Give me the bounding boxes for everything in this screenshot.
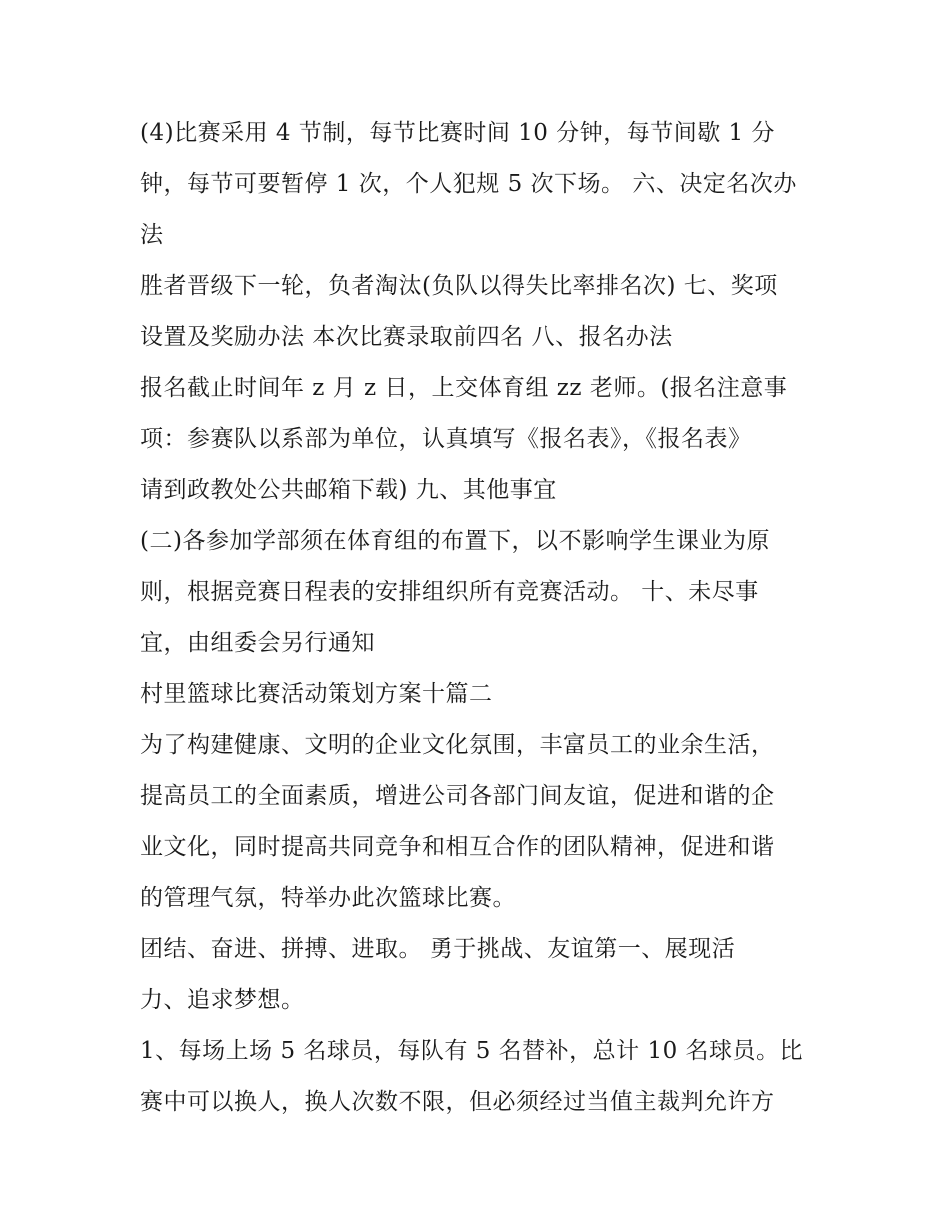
text-line: 请到政教处公共邮箱下载) 九、其他事宜	[140, 477, 557, 503]
text-line: 法	[140, 222, 164, 248]
text-line: 的管理气氛，特举办此次篮球比赛。	[140, 885, 516, 911]
text-line: (4)比赛采用 4 节制，每节比赛时间 10 分钟，每节间歇 1 分	[140, 120, 775, 146]
text-line: 力、追求梦想。	[140, 987, 305, 1013]
text-line: 1、每场上场 5 名球员，每队有 5 名替补，总计 10 名球员。比	[140, 1038, 804, 1064]
text-line: 业文化，同时提高共同竞争和相互合作的团队精神，促进和谐	[140, 834, 775, 860]
document-body	[140, 108, 820, 1128]
text-line: 项：参赛队以系部为单位，认真填写《报名表》，《报名表》	[140, 426, 752, 452]
text-line: 胜者晋级下一轮，负者淘汰(负队以得失比率排名次) 七、奖项	[140, 273, 778, 299]
text-line: 提高员工的全面素质，增进公司各部门间友谊，促进和谐的企	[140, 783, 775, 809]
text-line: 设置及奖励办法 本次比赛录取前四名 八、报名办法	[140, 324, 673, 350]
section-heading: 村里篮球比赛活动策划方案十篇二	[140, 681, 493, 707]
text-line: (二)各参加学部须在体育组的布置下，以不影响学生课业为原	[140, 528, 770, 554]
text-line: 则，根据竞赛日程表的安排组织所有竞赛活动。 十、未尽事	[140, 579, 759, 605]
text-line: 宜，由组委会另行通知	[140, 630, 375, 656]
text-line: 报名截止时间年 z 月 z 日，上交体育组 zz 老师。(报名注意事	[140, 375, 788, 401]
text-line: 团结、奋进、拼搏、进取。 勇于挑战、友谊第一、展现活	[140, 936, 736, 962]
text-line: 钟，每节可要暂停 1 次，个人犯规 5 次下场。 六、决定名次办	[140, 171, 797, 197]
text-line: 赛中可以换人，换人次数不限，但必须经过当值主裁判允许方	[140, 1089, 775, 1115]
text-line: 为了构建健康、文明的企业文化氛围，丰富员工的业余生活，	[140, 732, 775, 758]
